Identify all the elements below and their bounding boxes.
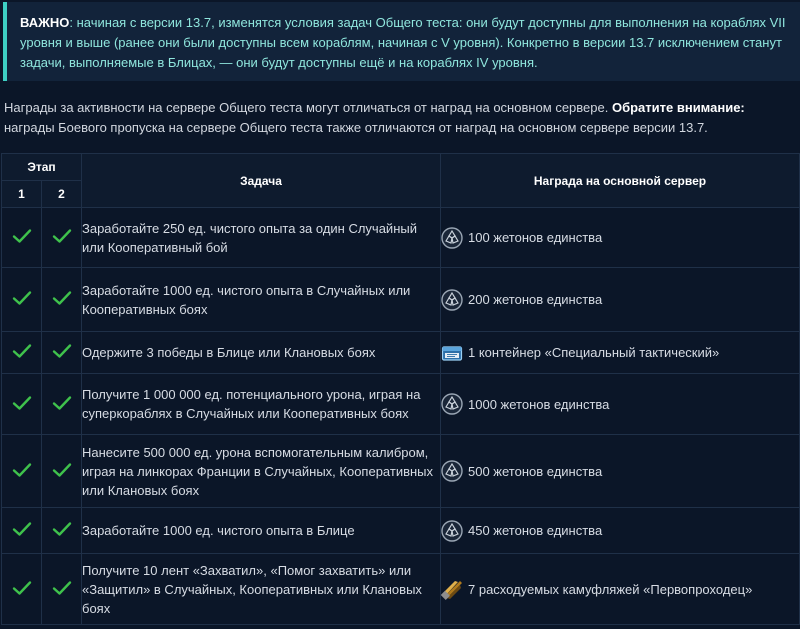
stage-2-header: 2 (42, 181, 82, 208)
reward-cell (441, 554, 800, 625)
table-row (2, 435, 800, 508)
stage-2-cell (42, 332, 82, 374)
stage-2-cell (42, 268, 82, 332)
table-row (2, 332, 800, 374)
reward-cell (441, 208, 800, 268)
unity-token-icon (441, 393, 463, 415)
reward-content (441, 289, 799, 311)
reward-header: Награда на основной сервер (441, 154, 800, 208)
stage-2-cell (42, 508, 82, 554)
stage-2-cell (42, 374, 82, 435)
task-cell: Получите 1 000 000 ед. потенциального урона, играя на суперкораблях в Случайных или Кооперативных боях (82, 374, 441, 435)
task-header: Задача (82, 154, 441, 208)
check-icon (12, 399, 32, 414)
notice-text: : начиная с версии 13.7, изменятся условия задач Общего теста: они будут доступны для выполнения на кораблях VII уровня и выше (ранее они были доступны всем кораблям, начиная с V уровня). Конкретно в версии 13.7 исключением станут задачи, выполняемые в Блицах, — они будут доступны ещё и на кораблях IV уровня. (20, 15, 786, 70)
reward-content (441, 520, 799, 542)
check-icon (12, 525, 32, 540)
stage-2-cell (42, 554, 82, 625)
unity-token-icon (441, 289, 463, 311)
reward-cell (441, 508, 800, 554)
container-icon (441, 342, 463, 364)
table-row (2, 374, 800, 435)
tasks-table (1, 153, 800, 625)
reward-cell (441, 435, 800, 508)
reward-content (441, 227, 799, 249)
check-icon (12, 294, 32, 309)
table-row (2, 508, 800, 554)
check-icon (52, 347, 72, 362)
task-cell: Заработайте 1000 ед. чистого опыта в Блице (82, 508, 441, 554)
check-icon (52, 584, 72, 599)
table-row (2, 268, 800, 332)
stage-2-cell (42, 208, 82, 268)
reward-text: 500 жетонов единства (468, 463, 603, 479)
reward-text: 100 жетонов единства (468, 230, 603, 245)
task-cell: Нанесите 500 000 ед. урона вспомогательным калибром, играя на линкорах Франции в Случайных, Кооперативных или Клановых боях (82, 435, 441, 508)
reward-content (441, 578, 799, 600)
stage-1-cell (2, 435, 42, 508)
check-icon (52, 294, 72, 309)
stage-1-cell (2, 268, 42, 332)
check-icon (12, 232, 32, 247)
table-row (2, 554, 800, 625)
stage-1-cell (2, 332, 42, 374)
reward-cell (441, 374, 800, 435)
reward-cell (441, 268, 800, 332)
reward-text: 7 расходуемых камуфляжей «Первопроходец» (468, 581, 753, 597)
table-row (2, 208, 800, 268)
stage-1-cell (2, 374, 42, 435)
reward-content (441, 342, 799, 364)
check-icon (52, 466, 72, 481)
check-icon (12, 466, 32, 481)
reward-content (441, 460, 799, 482)
reward-text: 450 жетонов единства (468, 523, 603, 538)
check-icon (52, 525, 72, 540)
notice-label: ВАЖНО (20, 15, 70, 30)
check-icon (52, 399, 72, 414)
intro-text-end: награды Боевого пропуска на сервере Общего теста также отличаются от наград на основном сервере версии 13.7. (4, 120, 708, 135)
stage-2-cell (42, 435, 82, 508)
check-icon (12, 347, 32, 362)
check-icon (12, 584, 32, 599)
stage-1-header: 1 (2, 181, 42, 208)
reward-text: 1 контейнер «Специальный тактический» (468, 345, 720, 360)
stage-header: Этап (2, 154, 82, 181)
intro-text-start: Награды за активности на сервере Общего теста могут отличаться от наград на основном сервере. (4, 100, 612, 115)
task-rows (2, 208, 800, 625)
unity-token-icon (441, 520, 463, 542)
check-icon (52, 232, 72, 247)
task-cell: Одержите 3 победы в Блице или Клановых боях (82, 332, 441, 374)
unity-token-icon (441, 227, 463, 249)
reward-cell (441, 332, 800, 374)
reward-text: 1000 жетонов единства (468, 396, 610, 412)
stage-1-cell (2, 208, 42, 268)
intro-paragraph (4, 98, 796, 138)
reward-text: 200 жетонов единства (468, 292, 603, 307)
camouflage-icon (441, 578, 463, 600)
important-notice (3, 2, 800, 81)
table-header-row-top (2, 154, 800, 181)
task-cell: Заработайте 1000 ед. чистого опыта в Случайных или Кооперативных боях (82, 268, 441, 332)
stage-1-cell (2, 554, 42, 625)
reward-content (441, 393, 799, 415)
intro-emphasis: Обратите внимание: (611, 100, 745, 115)
unity-token-icon (441, 460, 463, 482)
task-cell: Заработайте 250 ед. чистого опыта за один Случайный или Кооперативный бой (82, 208, 441, 268)
stage-1-cell (2, 508, 42, 554)
task-cell: Получите 10 лент «Захватил», «Помог захватить» или «Защитил» в Случайных, Кооперативных или Клановых боях (82, 554, 441, 625)
